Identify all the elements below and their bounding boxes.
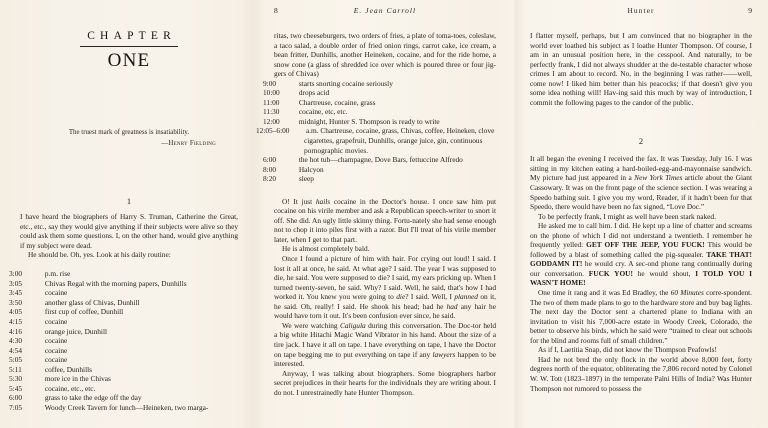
list-item xyxy=(263,88,496,98)
paragraph: As if I, Laetitia Snap, did not know the Thompson Peafowls! xyxy=(538,345,717,355)
list-item xyxy=(9,297,238,308)
emphasis: had xyxy=(446,301,458,311)
page-9 xyxy=(512,0,768,428)
list-item xyxy=(9,355,238,365)
log-entry: first cup of coffee, Dunhill xyxy=(44,307,124,317)
list-item xyxy=(9,307,238,317)
log-entry: cocaine, etc, etc. xyxy=(298,107,348,117)
running-head-left xyxy=(274,6,496,19)
log-entry: Halcyon xyxy=(298,164,324,174)
shout-mid: This would be followed by a blast of something called the pig-squealer. xyxy=(530,240,752,259)
log-time: 5:45 xyxy=(9,383,23,393)
log-time: 3:45 xyxy=(9,288,23,298)
chapter-heading xyxy=(20,10,238,72)
emphasis: New York Times xyxy=(634,173,683,183)
list-item xyxy=(263,116,496,127)
shouted-text: TAKE THAT! GODDAMN IT! xyxy=(530,249,752,269)
emphasis: die xyxy=(396,292,406,302)
running-head-right xyxy=(530,6,752,19)
chapter-number: ONE xyxy=(107,50,151,71)
list-item xyxy=(9,288,238,298)
daily-routine-list-left xyxy=(9,269,238,412)
paragraph: He is almost completely bald. xyxy=(282,244,370,254)
list-item xyxy=(263,107,496,117)
list-item xyxy=(263,155,496,165)
log-entry: the hot tub—champagne, Dove Bars, fettuccine Alfredo xyxy=(298,155,463,165)
log-time: 5:30 xyxy=(9,374,23,384)
section-number-1: 1 xyxy=(126,197,132,206)
shouted-text: GET OFF THE JEEP, YOU FUCK! xyxy=(586,240,705,250)
chapter-label: CHAPTER xyxy=(80,30,178,47)
log-time: 3:00 xyxy=(9,269,23,279)
epigraph-text: The truest mark of greatness is insatiability. xyxy=(68,129,190,136)
emphasis: 60 Minutes xyxy=(670,288,704,298)
log-time: 6:00 xyxy=(263,155,277,165)
log-entry: grass to take the edge off the day xyxy=(44,393,142,403)
log-entry: midnight, Hunter S. Thompson is ready to write xyxy=(298,116,440,126)
folio-number: 9 xyxy=(748,6,752,15)
epigraph xyxy=(20,128,238,149)
paragraph: I flatter myself, perhaps, but I am convinced that no biographer in the world ever loathed his subject as I loathe Hunter Thompson. Of course, I am in an unusual position here, in the cesspool. And naturally, to be perfectly frank, I did not always shudder at the de-testable character whose crimes I am about to record. No, in the beginning I was rather——well, come now! I liked him better than his peacocks; if that doesn't give you some idea nothing will! Hav-ing said this much by way of introduction, I commit the following pages to the candor of the public. xyxy=(530,31,752,107)
log-entry: cocaine xyxy=(44,355,68,365)
log-time: 8:00 xyxy=(263,164,277,174)
running-head-title: Hunter xyxy=(627,6,655,15)
running-head-title: E. Jean Carroll xyxy=(353,6,417,15)
log-entry: drops acid xyxy=(298,88,330,98)
log-entry: cocaine xyxy=(44,316,68,326)
shout-mid: he would shout, xyxy=(632,268,696,278)
log-time: 8:20 xyxy=(263,174,277,184)
log-entry: another glass of Chivas, Dunhill xyxy=(44,297,140,307)
section-number-2: 2 xyxy=(638,137,644,147)
log-time: 12:00 xyxy=(263,116,280,126)
paragraph-continuation: ritas, two cheeseburgers, two orders of fries, a plate of toma-toes, coleslaw, a taco salad, a double order of fried onion rings, carrot cake, ice cream, a bean fritter, Dunhills, another Heineken, cocaine, and for the ride home, a snow cone (a glass of shredded ice over which is poured three or four jig-gers of Chivas) xyxy=(274,31,496,79)
log-time: 4:16 xyxy=(9,326,23,336)
shouted-text: I TOLD YOU I WASN'T HOME! xyxy=(530,268,752,288)
list-item xyxy=(263,164,496,175)
paragraph: Anyway, I was talking about biographers. Some biographers harbor secret prejudices in their hearts for the individuals they are writing about. I do not. I unrestrainedly hate Hunter Thompson. xyxy=(274,368,496,397)
log-time: 12:05–6:00 xyxy=(256,126,290,136)
list-item xyxy=(256,126,496,155)
list-item xyxy=(9,326,238,337)
log-time: 3:50 xyxy=(9,297,23,307)
emphasis: lawyers xyxy=(432,349,456,359)
log-entry: orange juice, Dunhill xyxy=(44,326,108,336)
log-time: 9:00 xyxy=(263,78,277,88)
list-item xyxy=(263,174,496,184)
folio-number: 8 xyxy=(274,6,278,15)
shout-mid: he would cry. A sec-ond phone rang continually during our conversation. xyxy=(530,259,752,278)
paragraph: Had he not bred the only flock in the world above 8,000 feet, forty degrees north of the equator, obliterating the 7,806 record noted by Colonel W. W. Tott (1823–1897) in the temperate Palni Hills of India? Was Hunter Thompson not rumored to possess the xyxy=(530,354,752,393)
log-entry: cocaine xyxy=(44,288,68,298)
log-entry: Woody Creek Tavern for lunch—Heineken, two marga- xyxy=(44,402,209,412)
log-entry: cocaine xyxy=(44,345,68,355)
log-entry: starts snorting cocaine seriously xyxy=(298,78,393,88)
log-time: 6:00 xyxy=(9,393,23,403)
log-entry: a.m. Chartreuse, cocaine, grass, Chivas, coffee, Heineken, clove cigarettes, grapefruit, Dunhills, orange juice, gin, continuous pornographic movies. xyxy=(304,126,495,155)
log-entry: sleep xyxy=(298,174,314,184)
paragraph: O! It just hails cocaine in the Doctor's house. I once saw him put cocaine on his virile member and ask a Republican speech-writer to snort it off. She did. An ugly little skinny thing. Fortu-nately she had sense enough not to chop it into piles first with a razor. But I'll treat of his virile member later, when I get to that part. xyxy=(274,196,497,244)
list-item xyxy=(263,97,496,108)
log-time: 4:05 xyxy=(9,307,23,317)
daily-routine-list-right xyxy=(256,78,496,184)
list-item xyxy=(9,383,238,394)
log-entry: coffee, Dunhills xyxy=(44,364,93,374)
log-entry: cocaine, etc., etc. xyxy=(44,383,96,393)
log-entry: more ice in the Chivas xyxy=(44,374,111,384)
shout-lead: He asked me to call him. I did. He kept up a line of chatter and screams on the phone of which I did not understand a twentieth. I remember he frequently yelled: xyxy=(530,221,752,250)
emphasis: hails xyxy=(315,196,331,206)
page-8 xyxy=(256,0,512,428)
paragraph: I have heard the biographers of Harry S. Truman, Catherine the Great, etc., etc., say they would give anything if their subjects were alive so they could ask them some questions. I, on the other hand, would give anything if my subject were dead. xyxy=(20,212,238,250)
paragraph: Once I found a picture of him with hair. For crying out loud! I said. I lost it all at once, he said. At what age? I said. The year I was supposed to die, he said. You were supposed to die? I said, my ears pricking up. When I turned twenty-seven, he said. Why? I said. Well, he said, that's how I had worked it. You knew you were going to die? I said. Well, I planned on it, he said. Oh, really! I said. He shook his head; had he had any hair he would have torn it out. It's been confusion ever since, he said. xyxy=(274,254,496,321)
emphasis: Caligula xyxy=(339,320,366,330)
paragraph-shout xyxy=(530,221,752,288)
list-item xyxy=(9,364,238,375)
log-time: 5:05 xyxy=(9,355,23,365)
list-item xyxy=(9,278,238,289)
log-time: 11:00 xyxy=(263,97,280,107)
shouted-text: FUCK YOU! xyxy=(588,268,633,278)
log-time: 7:05 xyxy=(9,402,23,412)
paragraph: It all began the evening I received the fax. It was Tuesday, July 16. I was sitting in my kitchen eating a hard-boiled-egg-and-mayonnaise sandwich. My picture had just appeared in a New York Times article about the Giant Cassowary. It was on the front page of the science section. I was wearing a Speedo bathing suit. I give you my word, Reader, if it hadn't been for that Speedo, there would have been no fax signed, “Love Doc.” xyxy=(530,154,752,212)
list-item xyxy=(9,393,238,403)
page-chapter-opener xyxy=(0,0,256,428)
log-time: 4:30 xyxy=(9,336,23,346)
list-item xyxy=(9,336,238,346)
log-entry: p.m. rise xyxy=(44,269,71,279)
paragraph: He should be. Oh, yes. Look at his daily routine: xyxy=(28,250,171,260)
log-time: 3:05 xyxy=(9,278,23,288)
log-time: 10:00 xyxy=(263,88,280,98)
log-time: 4:54 xyxy=(9,345,23,355)
list-item xyxy=(9,345,238,356)
log-time: 5:11 xyxy=(9,364,22,374)
paragraph: We were watching Caligula during this conversation. The Doc-tor held a big white Hitachi Magic Wand Vibrator in his hand. About the size of a tire jack. I have it all on tape. I have everything on tape, I have the Doctor on tape begging me to put everything on tape if any lawyers happen to be interested. xyxy=(274,320,496,369)
log-time: 11:30 xyxy=(263,107,280,117)
log-entry: Chartreuse, cocaine, grass xyxy=(298,97,376,107)
log-time: 4:15 xyxy=(9,316,23,326)
list-item xyxy=(9,316,238,327)
epigraph-attribution: —Henry Fielding xyxy=(161,140,216,147)
list-item xyxy=(263,78,496,89)
list-item xyxy=(9,269,238,279)
list-item xyxy=(9,402,238,413)
paragraph: To be perfectly frank, I might as well have been stark naked. xyxy=(538,211,716,221)
emphasis: planned xyxy=(454,292,478,302)
log-entry: cocaine xyxy=(44,336,68,346)
paragraph: One time it rang and it was Ed Bradley, the 60 Minutes corre-spondent. The two of them made plans to go to the hardware store and buy bag lights. The next day the Doctor sent a chartered plane to Indiana with an invitation to visit his 7,000-acre estate in Woody Creek, Colorado, the better to observe his birds, which he said were “trained to clear out schools for the blind and rooms full of small children.” xyxy=(530,288,753,345)
list-item xyxy=(9,374,238,384)
log-entry: Chivas Regal with the morning papers, Dunhills xyxy=(44,278,187,288)
